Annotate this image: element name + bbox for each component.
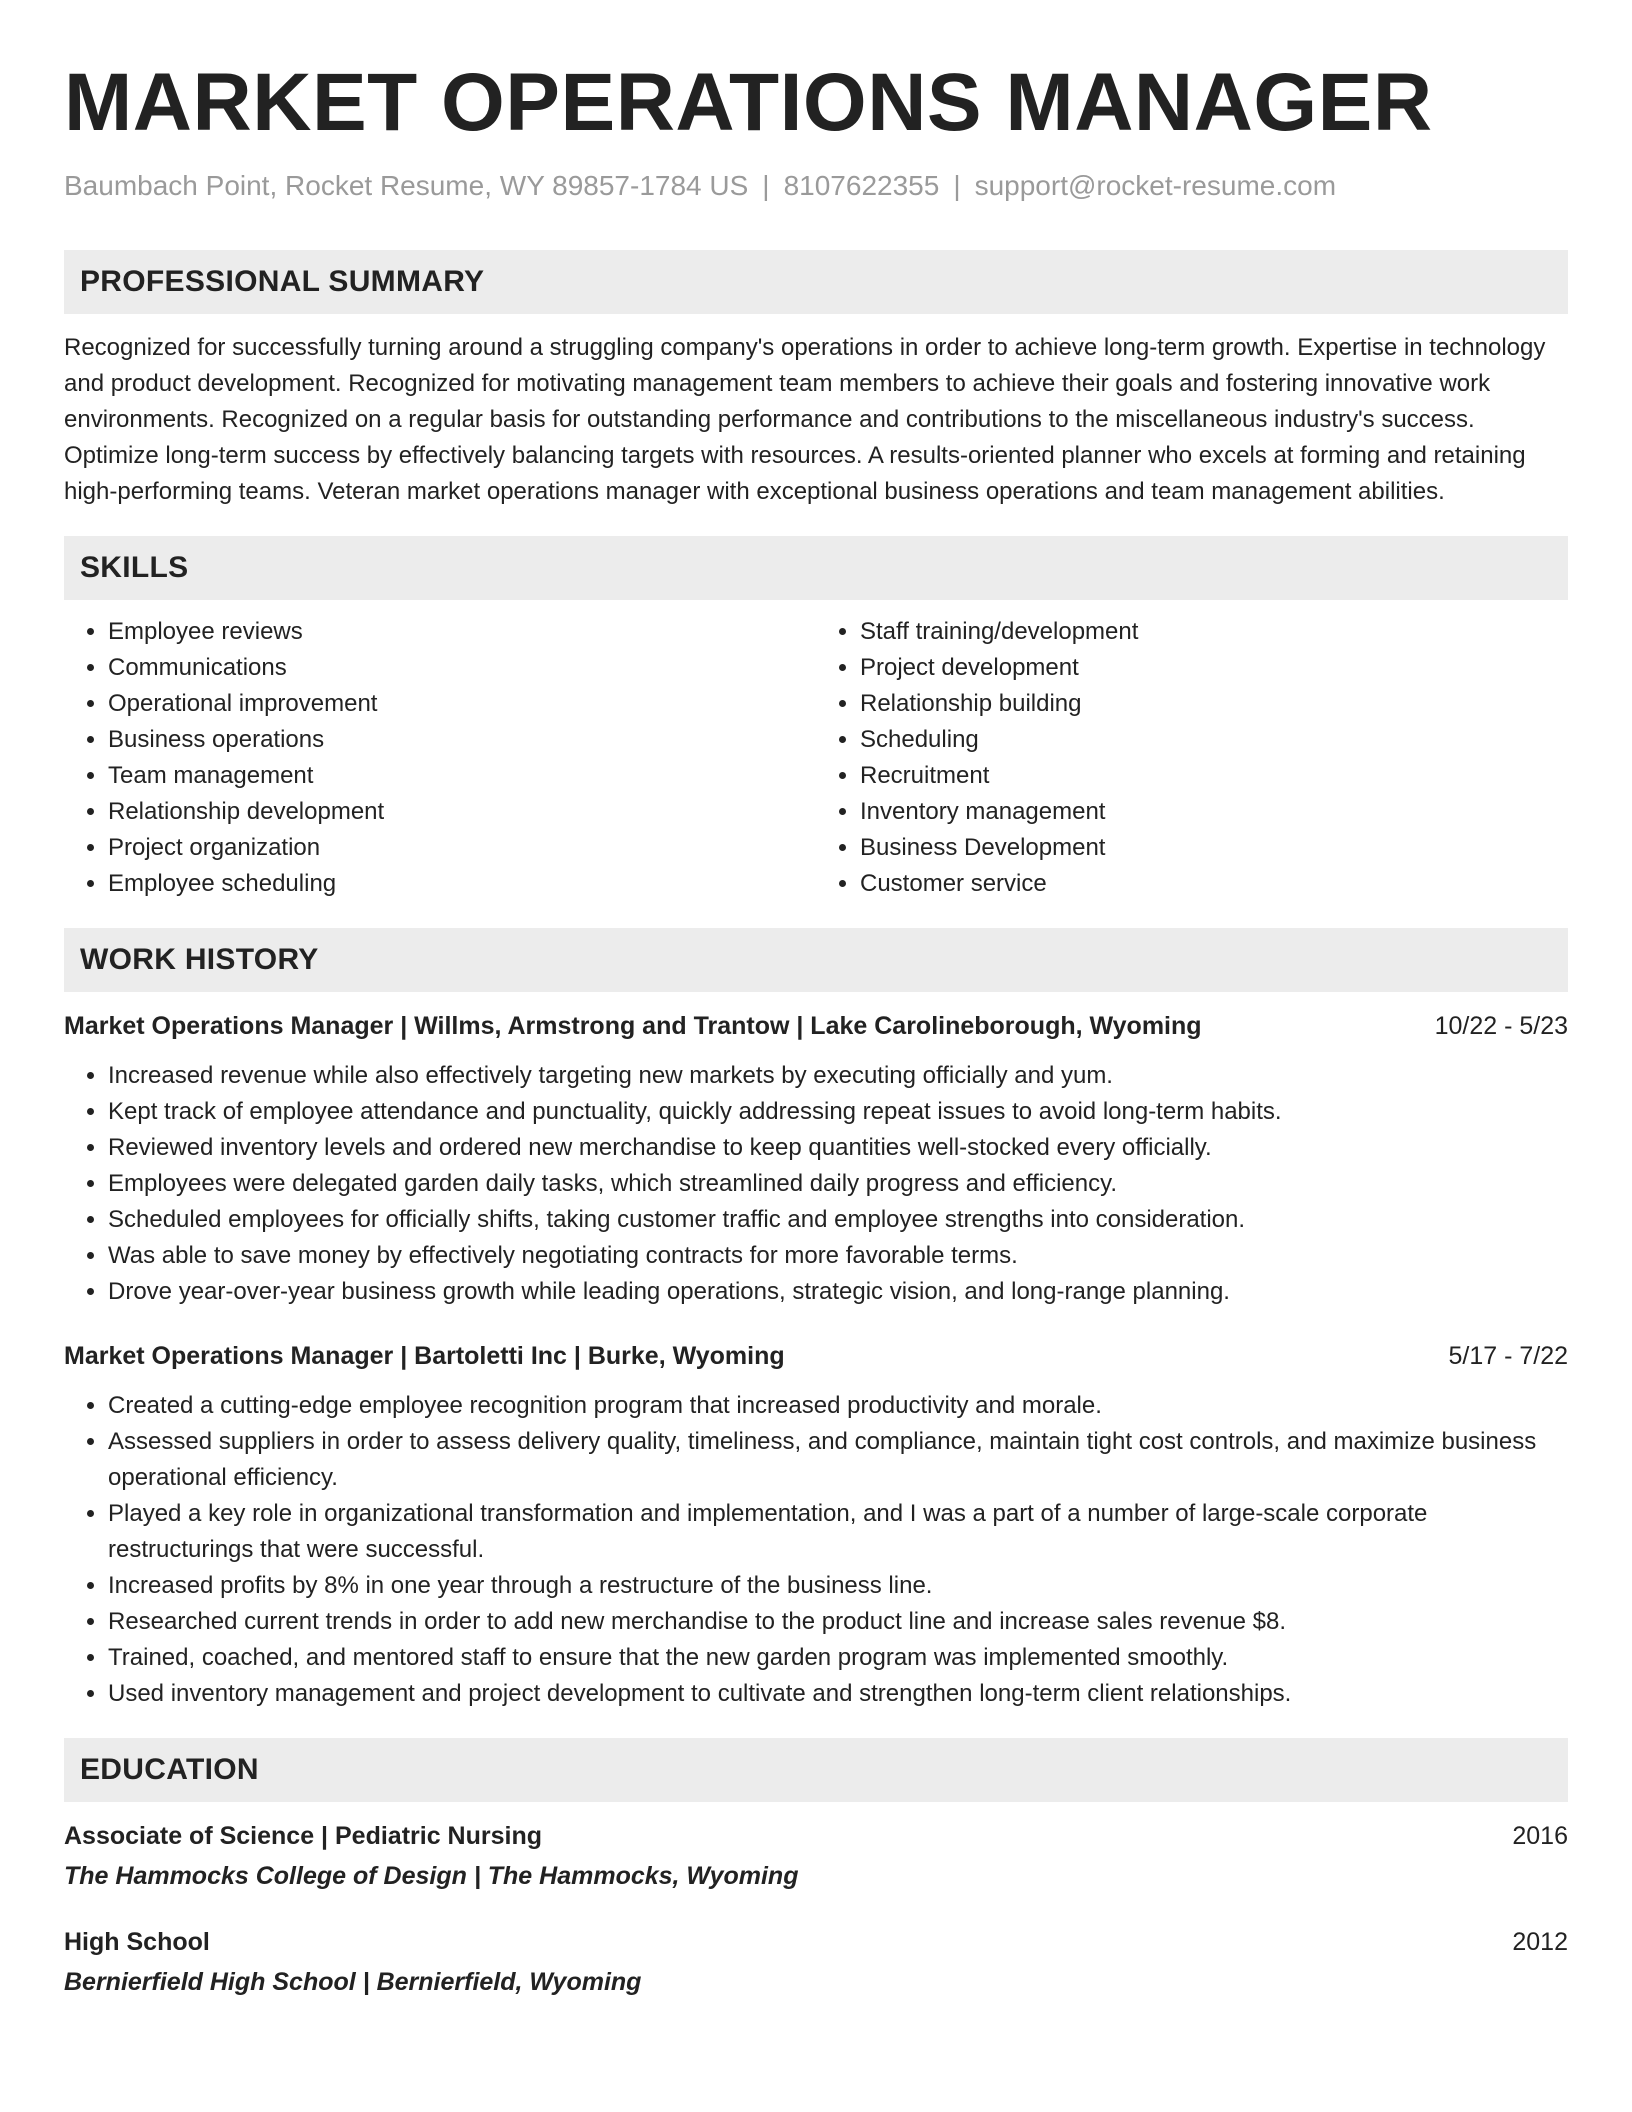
job-bullet: • Assessed suppliers in order to assess delivery quality, timeliness, and compliance, maintain tight cost controls, and maximize business operational efficiency. xyxy=(108,1424,1568,1496)
job-entry xyxy=(64,1338,1568,1712)
contact-email[interactable]: support@rocket-resume.com xyxy=(974,170,1337,201)
job-bullet: • Created a cutting-edge employee recognition program that increased productivity and morale. xyxy=(108,1388,1568,1424)
skills-column-right xyxy=(816,614,1568,902)
skill-item: • Relationship building xyxy=(860,686,1568,722)
skill-item: • Communications xyxy=(108,650,816,686)
education-year: 2016 xyxy=(1512,1822,1568,1850)
job-bullet: • Increased revenue while also effectively targeting new markets by executing officially and yum. xyxy=(108,1058,1568,1094)
contact-address: Baumbach Point, Rocket Resume, WY 89857-1784 US xyxy=(64,170,749,201)
education-heading: EDUCATION xyxy=(64,1738,1568,1802)
skills-column-left xyxy=(64,614,816,902)
skill-item: • Business Development xyxy=(860,830,1568,866)
job-entry xyxy=(64,1008,1568,1310)
contact-separator: | xyxy=(953,170,961,201)
education-degree: High School xyxy=(64,1928,210,1956)
job-bullet: • Scheduled employees for officially shifts, taking customer traffic and employee strengths into consideration. xyxy=(108,1202,1568,1238)
resume-name: MARKET OPERATIONS MANAGER xyxy=(64,57,1433,148)
skill-item: • Relationship development xyxy=(108,794,816,830)
skills-heading: SKILLS xyxy=(64,536,1568,600)
contact-line xyxy=(64,168,1568,204)
contact-phone: 8107622355 xyxy=(783,170,940,201)
contact-separator: | xyxy=(762,170,770,201)
summary-text: Recognized for successfully turning around a struggling company's operations in order to achieve long-term growth. Expertise in technology and product development. Recognized for motivating management team members to achieve their goals and fostering innovative work environments. Recognized on a regular basis for outstanding performance and contributions to the miscellaneous industry's success. Optimize long-term success by effectively balancing targets with resources. A results-oriented planner who excels at forming and retaining high-performing teams. Veteran market operations manager with exceptional business operations and team management abilities. xyxy=(64,334,1546,505)
job-bullets xyxy=(64,1388,1568,1712)
work-history-heading: WORK HISTORY xyxy=(64,928,1568,992)
education-header xyxy=(64,1924,1568,1960)
education-school: The Hammocks College of Design | The Hammocks, Wyoming xyxy=(64,1862,799,1890)
summary-heading: PROFESSIONAL SUMMARY xyxy=(64,250,1568,314)
skill-item: • Project development xyxy=(860,650,1568,686)
job-header xyxy=(64,1008,1568,1044)
job-header xyxy=(64,1338,1568,1374)
education-entry xyxy=(64,1924,1568,2000)
skill-item: • Inventory management xyxy=(860,794,1568,830)
education-degree: Associate of Science | Pediatric Nursing xyxy=(64,1822,542,1850)
skill-item: • Scheduling xyxy=(860,722,1568,758)
job-bullet: • Reviewed inventory levels and ordered new merchandise to keep quantities well-stocked every officially. xyxy=(108,1130,1568,1166)
job-bullet: • Kept track of employee attendance and punctuality, quickly addressing repeat issues to avoid long-term habits. xyxy=(108,1094,1568,1130)
job-bullet: • Increased profits by 8% in one year through a restructure of the business line. xyxy=(108,1568,1568,1604)
education-header xyxy=(64,1818,1568,1854)
education-entry xyxy=(64,1818,1568,1894)
job-bullet: • Trained, coached, and mentored staff to ensure that the new garden program was implemented smoothly. xyxy=(108,1640,1568,1676)
job-bullets xyxy=(64,1058,1568,1310)
job-bullet: • Played a key role in organizational transformation and implementation, and I was a part of a number of large-scale corporate restructurings that were successful. xyxy=(108,1496,1568,1568)
job-dates: 10/22 - 5/23 xyxy=(1434,1012,1568,1040)
education-school: Bernierfield High School | Bernierfield, Wyoming xyxy=(64,1968,642,1996)
job-bullet: • Drove year-over-year business growth while leading operations, strategic vision, and long-range planning. xyxy=(108,1274,1568,1310)
skill-item: • Operational improvement xyxy=(108,686,816,722)
skill-item: • Project organization xyxy=(108,830,816,866)
skill-item: • Team management xyxy=(108,758,816,794)
job-title: Market Operations Manager | Bartoletti Inc | Burke, Wyoming xyxy=(64,1342,785,1370)
skill-item: • Employee reviews xyxy=(108,614,816,650)
job-bullet: • Employees were delegated garden daily tasks, which streamlined daily progress and efficiency. xyxy=(108,1166,1568,1202)
skill-item: • Business operations xyxy=(108,722,816,758)
skill-item: • Staff training/development xyxy=(860,614,1568,650)
job-title: Market Operations Manager | Willms, Armstrong and Trantow | Lake Carolineborough, Wyoming xyxy=(64,1012,1202,1040)
job-dates: 5/17 - 7/22 xyxy=(1448,1342,1568,1370)
skill-item: • Recruitment xyxy=(860,758,1568,794)
job-bullet: • Used inventory management and project development to cultivate and strengthen long-term client relationships. xyxy=(108,1676,1568,1712)
education-year: 2012 xyxy=(1512,1928,1568,1956)
job-bullet: • Was able to save money by effectively negotiating contracts for more favorable terms. xyxy=(108,1238,1568,1274)
job-bullet: • Researched current trends in order to add new merchandise to the product line and increase sales revenue $8. xyxy=(108,1604,1568,1640)
skills-list xyxy=(64,614,1568,902)
skill-item: • Employee scheduling xyxy=(108,866,816,902)
skill-item: • Customer service xyxy=(860,866,1568,902)
